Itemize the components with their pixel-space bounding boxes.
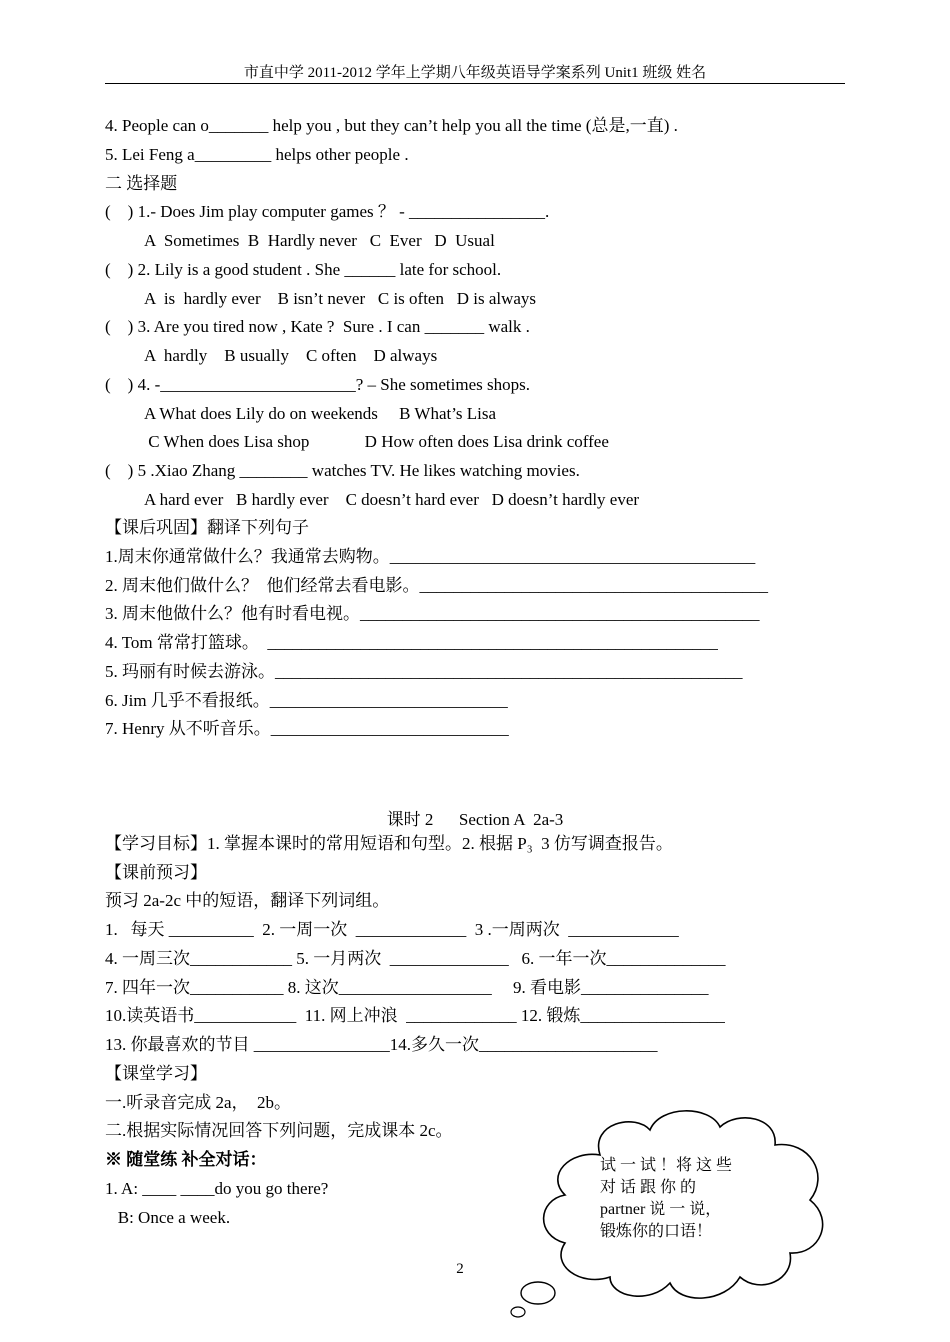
question: ( ) 4. -_______________________? – She sometimes shops. bbox=[105, 375, 530, 394]
text-line: 【学习目标】1. 掌握本课时的常用短语和句型。2. 根据 P₃ 3 仿写调查报告。 bbox=[105, 834, 673, 853]
options: A Sometimes B Hardly never C Ever D Usual bbox=[144, 231, 495, 250]
phrase-line: 7. 四年一次___________ 8. 这次__________________ 9. 看电影_______________ bbox=[105, 978, 709, 997]
page-number: 2 bbox=[456, 1261, 464, 1277]
translation-line: 6. Jim 几乎不看报纸。____________________________ bbox=[105, 691, 508, 710]
lesson-title: 课时 2 Section A 2a-3 bbox=[386, 810, 564, 829]
practice-heading: ※ 随堂练 补全对话： bbox=[105, 1150, 267, 1169]
dialogue-line: 1. A: ____ ____do you go there? bbox=[105, 1179, 329, 1198]
translation-line: 5. 玛丽有时候去游泳。_______________________________________________________ bbox=[105, 662, 743, 681]
translation-line: 3. 周末他做什么？他有时看电视。_______________________________________________ bbox=[105, 604, 760, 623]
options: A hard ever B hardly ever C doesn’t hard ever D doesn’t hardly ever bbox=[144, 490, 640, 509]
phrase-line: 10.读英语书____________ 11. 网上冲浪 _____________ 12. 锻炼_________________ bbox=[105, 1006, 725, 1025]
text-line: 5. Lei Feng a_________ helps other people . bbox=[105, 145, 409, 164]
options: C When does Lisa shop D How often does Lisa drink coffee bbox=[144, 432, 609, 451]
section-heading: 二 选择题 bbox=[105, 174, 178, 193]
translation-line: 2. 周末他们做什么？ 他们经常去看电影。_________________________________________ bbox=[105, 576, 768, 595]
text-line: 预习 2a-2c 中的短语，翻译下列词组。 bbox=[105, 891, 390, 910]
question: ( ) 1.- Does Jim play computer games ？ - ________________. bbox=[105, 202, 550, 221]
dialogue-line: B: Once a week. bbox=[105, 1208, 231, 1227]
section-heading: 【课后巩固】翻译下列句子 bbox=[105, 518, 309, 537]
page-header bbox=[105, 60, 845, 84]
bubble-line: partner 说 一 说， bbox=[600, 1201, 722, 1218]
translation-line: 4. Tom 常常打篮球。 _____________________________________________________ bbox=[105, 633, 718, 652]
section-heading: 【课堂学习】 bbox=[105, 1064, 207, 1083]
phrase-line: 13. 你最喜欢的节目 ________________14.多久一次_____________________ bbox=[105, 1035, 658, 1054]
translation-line: 1.周末你通常做什么？我通常去购物。___________________________________________ bbox=[105, 547, 756, 566]
phrase-line: 1. 每天 __________ 2. 一周一次 _____________ 3 .一周两次 _____________ bbox=[105, 920, 679, 939]
text-line: 4. People can o_______ help you , but they can’t help you all the time (总是,一直) . bbox=[105, 116, 678, 135]
header-text: 市直中学 2011-2012 学年上学期八年级英语导学案系列 Unit1 班级 姓名 bbox=[243, 65, 707, 81]
text-line: 一.听录音完成 2a， 2b。 bbox=[105, 1093, 292, 1112]
options: A is hardly ever B isn’t never C is often D is always bbox=[144, 289, 537, 308]
phrase-line: 4. 一周三次____________ 5. 一月两次 ______________ 6. 一年一次______________ bbox=[105, 949, 726, 968]
bubble-line: 锻炼你的口语！ bbox=[600, 1223, 713, 1240]
bubble-line: 试 一 试 ！将 这 些 bbox=[600, 1157, 733, 1174]
translation-line: 7. Henry 从不听音乐。____________________________ bbox=[105, 719, 509, 738]
options: A hardly B usually C often D always bbox=[144, 346, 438, 365]
text-line: 二.根据实际情况回答下列问题，完成课本 2c。 bbox=[105, 1121, 453, 1140]
section-heading: 【课前预习】 bbox=[105, 863, 207, 882]
question: ( ) 5 .Xiao Zhang ________ watches TV. He likes watching movies. bbox=[105, 461, 580, 480]
question: ( ) 2. Lily is a good student . She ______ late for school. bbox=[105, 260, 502, 279]
bubble-line: 对 话 跟 你 的 bbox=[600, 1179, 697, 1196]
question: ( ) 3. Are you tired now , Kate ? Sure . I can _______ walk . bbox=[105, 317, 530, 336]
options: A What does Lily do on weekends B What’s Lisa bbox=[144, 404, 497, 423]
bubble-text bbox=[600, 1155, 750, 1243]
